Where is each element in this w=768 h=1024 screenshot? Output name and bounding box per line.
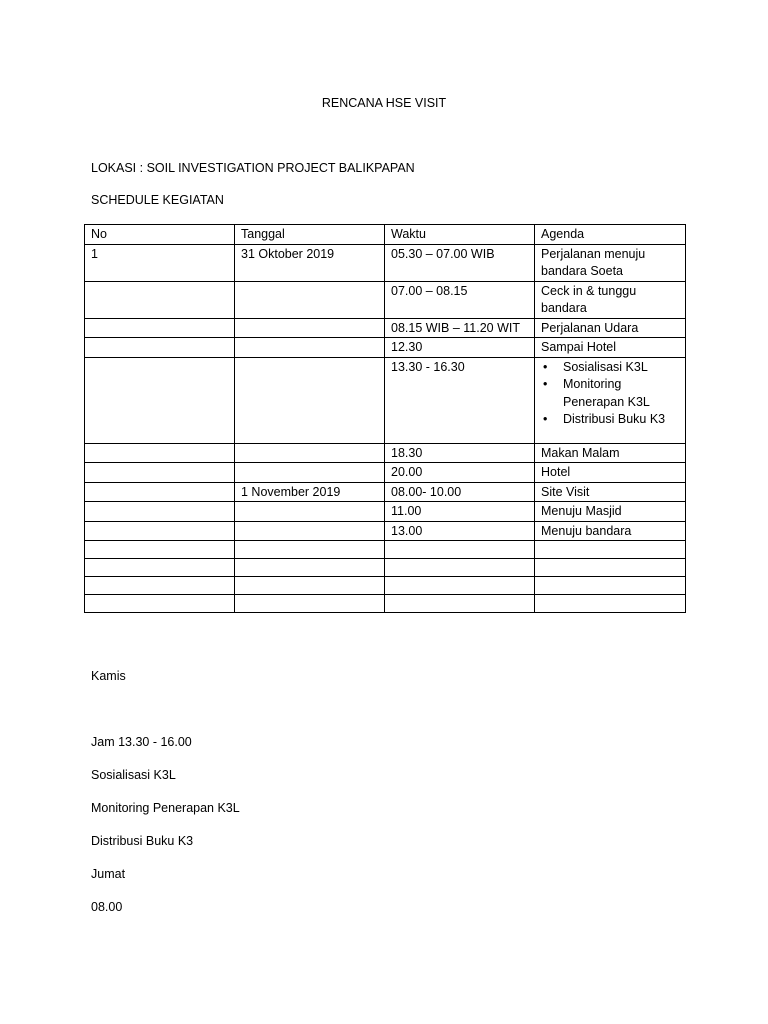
table-row [85,577,686,595]
table-header-row [85,225,686,245]
schedule-table [84,224,686,613]
agenda-bullet-list [541,359,679,429]
agenda-bullet-item: • Monitoring Penerapan K3L [541,376,679,411]
cell-tanggal [235,502,385,522]
table-row [85,281,686,318]
cell-waktu: 07.00 – 08.15 [385,281,535,318]
cell-waktu: 11.00 [385,502,535,522]
note-item-monitoring: Monitoring Penerapan K3L [91,801,240,815]
note-jam: Jam 13.30 - 16.00 [91,735,192,749]
cell-agenda: Sampai Hotel [535,338,686,358]
cell-agenda [535,559,686,577]
cell-no [85,281,235,318]
header-cell-tanggal: Tanggal [235,225,385,245]
cell-agenda: Hotel [535,463,686,483]
cell-waktu: 20.00 [385,463,535,483]
table-row [85,559,686,577]
cell-no [85,463,235,483]
table-row [85,482,686,502]
table-row [85,244,686,281]
agenda-bullet-item: • Distribusi Buku K3 [541,411,679,429]
cell-no [85,559,235,577]
cell-waktu [385,559,535,577]
cell-tanggal [235,463,385,483]
cell-waktu: 08.00- 10.00 [385,482,535,502]
cell-tanggal: 31 Oktober 2019 [235,244,385,281]
cell-no: 1 [85,244,235,281]
cell-waktu [385,541,535,559]
cell-no [85,338,235,358]
cell-no [85,577,235,595]
table-row [85,443,686,463]
cell-tanggal [235,281,385,318]
table-row [85,521,686,541]
cell-waktu [385,595,535,613]
cell-agenda: Perjalanan menuju bandara Soeta [535,244,686,281]
header-cell-agenda: Agenda [535,225,686,245]
cell-agenda: Makan Malam [535,443,686,463]
cell-tanggal [235,338,385,358]
note-item-sosialisasi: Sosialisasi K3L [91,768,176,782]
document-title: RENCANA HSE VISIT [321,96,447,110]
header-cell-no: No [85,225,235,245]
cell-agenda [535,595,686,613]
cell-tanggal [235,443,385,463]
cell-waktu: 12.30 [385,338,535,358]
cell-no [85,595,235,613]
cell-tanggal: 1 November 2019 [235,482,385,502]
cell-waktu [385,577,535,595]
cell-no [85,502,235,522]
location-line: LOKASI : SOIL INVESTIGATION PROJECT BALIKPAPAN [91,161,415,175]
note-time: 08.00 [91,900,123,914]
table-row [85,541,686,559]
table-row [85,463,686,483]
note-jumat: Jumat [91,867,126,881]
schedule-table-body [85,225,686,613]
table-row [85,595,686,613]
cell-agenda: Perjalanan Udara [535,318,686,338]
agenda-bullet-item: • Sosialisasi K3L [541,359,679,377]
cell-no [85,318,235,338]
cell-tanggal [235,577,385,595]
cell-waktu: 13.30 - 16.30 [385,357,535,443]
cell-waktu: 18.30 [385,443,535,463]
cell-tanggal [235,357,385,443]
cell-no [85,357,235,443]
table-row [85,338,686,358]
cell-waktu: 08.15 WIB – 11.20 WIT [385,318,535,338]
cell-agenda: Ceck in & tunggu bandara [535,281,686,318]
cell-tanggal [235,521,385,541]
cell-agenda [535,577,686,595]
cell-agenda [535,541,686,559]
note-item-distribusi: Distribusi Buku K3 [91,834,194,848]
note-kamis: Kamis [91,669,126,683]
cell-tanggal [235,559,385,577]
table-row [85,502,686,522]
cell-agenda: Menuju bandara [535,521,686,541]
cell-waktu: 05.30 – 07.00 WIB [385,244,535,281]
cell-no [85,482,235,502]
cell-tanggal [235,541,385,559]
cell-no [85,521,235,541]
table-row [85,357,686,443]
cell-agenda [535,357,686,443]
cell-tanggal [235,318,385,338]
cell-no [85,443,235,463]
schedule-heading: SCHEDULE KEGIATAN [91,193,224,207]
header-cell-waktu: Waktu [385,225,535,245]
table-row [85,318,686,338]
cell-agenda: Site Visit [535,482,686,502]
cell-tanggal [235,595,385,613]
cell-agenda: Menuju Masjid [535,502,686,522]
cell-no [85,541,235,559]
cell-waktu: 13.00 [385,521,535,541]
